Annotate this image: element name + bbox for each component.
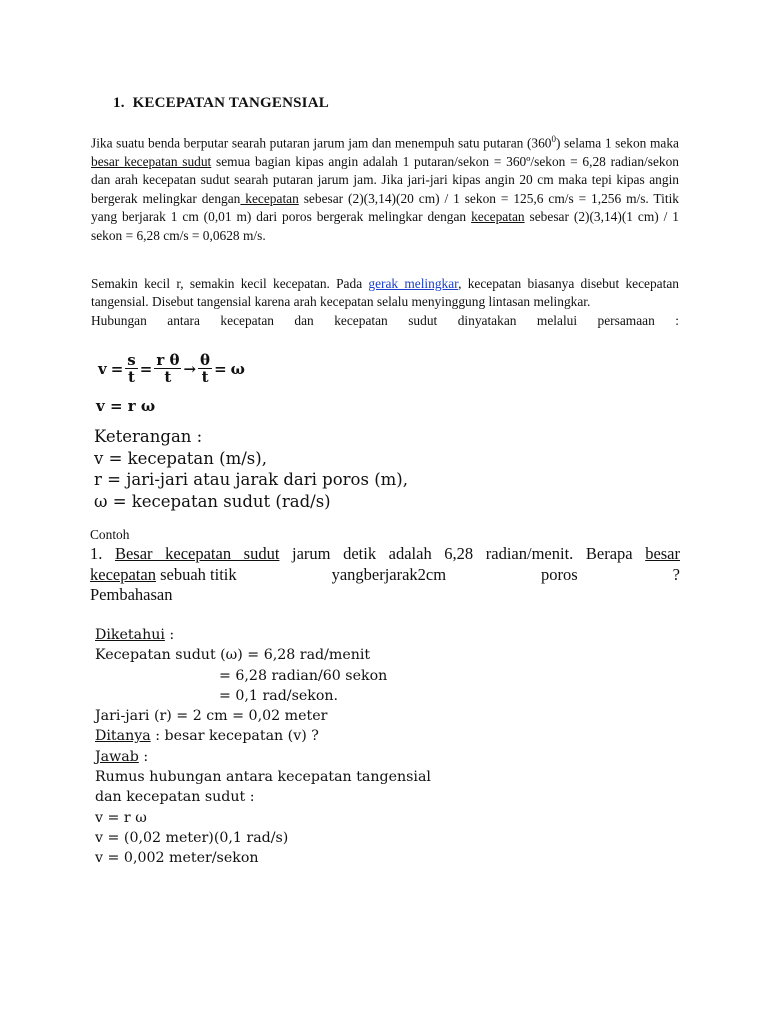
- para1-text-c: semua bagian kipas angin adalah 1 putaran/sekon = 360º/sekon = 6,28 radian/sekon dan arah kecepatan sudut searah putaran jarum jam. Jika jari-jari kipas angin 20 cm maka tepi kipas angin bergerak melingkar dengan: [91, 153, 679, 206]
- keterangan-item: v = kecepatan (m/s),: [94, 448, 267, 468]
- superscript-zero: 0: [551, 134, 556, 144]
- question-line-1: 1. Besar kecepatan sudut jarum detik adalah 6,28 radian/menit. Berapa besar: [90, 544, 681, 563]
- jawab-label: Jawab: [95, 748, 139, 765]
- pembahasan-label: Pembahasan: [90, 585, 173, 604]
- para1-text-d: sebesar (2)(3,14)(20 cm) / 1 sekon = 125,6 cm/s = 1,256 m/s. Titik yang berjarak 1 cm (0,01 m) dari poros bergerak melingkar dengan: [91, 190, 679, 225]
- answer-line: = 0,1 rad/sekon.: [219, 687, 339, 704]
- para1-text-a: Jika suatu benda berputar searah putaran jarum jam dan menempuh satu putaran (360: [91, 135, 552, 151]
- link-besar-kecepatan-sudut[interactable]: besar kecepatan sudut: [91, 153, 212, 169]
- arrow-icon: →: [183, 360, 197, 378]
- diketahui-label: Diketahui: [95, 627, 165, 643]
- answer-line: v = 0,002 meter/sekon: [95, 850, 259, 867]
- para1-text-e: sebesar (2)(3,14)(1 cm) / 1 sekon = 6,28 cm/s = 0,0628 m/s.: [91, 209, 679, 243]
- answer-line: v = r ω: [95, 809, 147, 826]
- link-gerak-melingkar[interactable]: gerak melingkar: [368, 276, 459, 291]
- formula-v-equals-r-omega: v = r ω: [96, 397, 156, 415]
- answer-line: Rumus hubungan antara kecepatan tangensial: [95, 769, 431, 786]
- keterangan-item: ω = kecepatan sudut (rad/s): [94, 491, 331, 511]
- answer-line: = 6,28 radian/60 sekon: [219, 667, 388, 684]
- link-kecepatan-q[interactable]: kecepatan: [90, 564, 156, 584]
- answer-line: Kecepatan sudut (ω) = 6,28 rad/menit: [95, 647, 371, 664]
- example-question: [90, 544, 680, 606]
- keterangan-title: Keterangan :: [94, 427, 203, 446]
- section-heading: [113, 95, 329, 112]
- formula-velocity: v = $\frac{s}{t}$ = $\frac{\text{r θ}}{t}$ → $\frac{\theta}{t}$ = ω: [98, 351, 245, 386]
- answer-block: Diketahui : Kecepatan sudut (ω) = 6,28 rad/menit = 6,28 radian/60 sekon = 0,1 rad/sekon. Jari-jari (r) = 2 cm = 0,02 meter Ditanya : besar kecepatan (v) ? Jawab : Rumus hubungan antara kecepatan tangensial dan kecepatan sudut : v = r ω v = (0,02 meter)(0,1 rad/s) v = 0,002 meter/sekon: [95, 625, 431, 869]
- paragraph-1: [91, 130, 679, 245]
- section-number: 1.: [113, 95, 125, 111]
- contoh-label: Contoh: [90, 527, 130, 542]
- para2-text-a: Semakin kecil r, semakin kecil kecepatan. Pada: [91, 276, 369, 291]
- link-kecepatan-1[interactable]: kecepatan: [240, 190, 299, 206]
- question-line-2: kecepatan sebuah titik yangberjarak2cm poros ?: [90, 564, 680, 584]
- answer-line: Jari-jari (r) = 2 cm = 0,02 meter: [95, 708, 328, 725]
- para1-text-b: ) selama 1 sekon maka: [555, 135, 679, 151]
- para2-text-b: , kecepatan biasanya disebut kecepatan tangensial. Disebut tangensial karena arah kecepatan selalu menyinggung lintasan melingkar.: [91, 276, 679, 310]
- fraction-s-over-t: $\frac{s}{t}$: [127, 351, 136, 386]
- fraction-theta-over-t: $\frac{\theta}{t}$: [200, 351, 211, 386]
- link-besar[interactable]: besar: [645, 544, 681, 563]
- link-kecepatan-2[interactable]: kecepatan: [471, 209, 525, 225]
- para2-equation-intro: Hubungan antara kecepatan dan kecepatan sudut dinyatakan melalui persamaan :: [91, 312, 679, 328]
- paragraph-2: [91, 275, 679, 330]
- answer-line: dan kecepatan sudut :: [95, 789, 255, 806]
- fraction-r-theta-over-t: $\frac{\text{r θ}}{t}$: [156, 351, 180, 386]
- answer-line: v = (0,02 meter)(0,1 rad/s): [95, 829, 289, 846]
- keterangan-item: r = jari-jari atau jarak dari poros (m),: [94, 470, 408, 489]
- keterangan-block: [94, 426, 408, 512]
- ditanya-label: Ditanya: [95, 728, 151, 745]
- section-title: KECEPATAN TANGENSIAL: [132, 95, 329, 111]
- link-besar-kecepatan-sudut-q[interactable]: Besar kecepatan sudut: [114, 544, 280, 563]
